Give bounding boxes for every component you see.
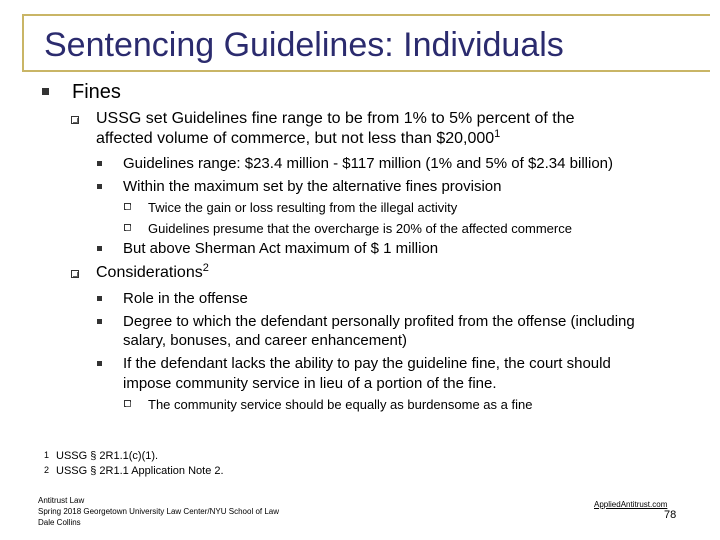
bullet-square-icon: [97, 184, 102, 189]
footer-website-link[interactable]: AppliedAntitrust.com: [594, 500, 668, 509]
footnote2: USSG § 2R1.1 Application Note 2.: [56, 465, 224, 477]
range-item: Guidelines range: $23.4 million - $117 million (1% and 5% of $2.34 billion): [123, 155, 614, 172]
slide-title: Sentencing Guidelines: Individuals: [44, 26, 564, 64]
bullet-square-icon: [97, 246, 102, 251]
footer-author: Dale Collins: [38, 518, 81, 527]
footnote1: USSG § 2R1.1(c)(1).: [56, 450, 159, 462]
fines-point-line1: USSG set Guidelines fine range to be from 1% to 5% percent of the: [96, 110, 575, 127]
footer-term: Spring 2018 Georgetown University Law Center/NYU School of Law: [38, 507, 280, 516]
degree-item-line2: salary, bonuses, and career enhancement): [123, 332, 408, 349]
footer-course: Antitrust Law: [38, 496, 85, 505]
sherman-item: But above Sherman Act maximum of $ 1 million: [123, 240, 439, 257]
sub-presume: Guidelines presume that the overcharge is 20% of the affected commerce: [148, 221, 572, 236]
considerations-text: Considerations: [96, 264, 203, 281]
footnote-ref-2: 2: [202, 262, 209, 274]
fines-point-text: affected volume of commerce, but not less than $20,000: [96, 130, 495, 147]
footnote2-number: 2: [44, 465, 50, 475]
fines-point-line2: [96, 128, 501, 147]
page-number: 78: [664, 509, 677, 521]
considerations-heading: [96, 262, 209, 281]
footnote1-number: 1: [44, 450, 50, 460]
bullet-box-icon: [71, 116, 79, 124]
bullet-square-icon: [42, 88, 49, 95]
bullet-box-icon: [124, 203, 131, 210]
bullet-box-icon: [71, 270, 79, 278]
ability-item-line2: impose community service in lieu of a portion of the fine.: [123, 375, 497, 392]
footnote-ref-1: 1: [494, 128, 501, 140]
level1-fines: Fines: [72, 81, 121, 103]
ability-item-line1: If the defendant lacks the ability to pay the guideline fine, the court should: [123, 355, 611, 372]
bullet-box-icon: [124, 400, 131, 407]
sub-twice: Twice the gain or loss resulting from the illegal activity: [148, 200, 458, 215]
title-frame-top: [22, 14, 710, 16]
role-item: Role in the offense: [123, 290, 248, 307]
maximum-item: Within the maximum set by the alternative fines provision: [123, 178, 502, 195]
bullet-square-icon: [97, 319, 102, 324]
title-frame-left: [22, 14, 24, 70]
degree-item-line1: Degree to which the defendant personally profited from the offense (including: [123, 313, 635, 330]
bullet-square-icon: [97, 161, 102, 166]
community-sub: The community service should be equally as burdensome as a fine: [148, 397, 533, 412]
bullet-square-icon: [97, 361, 102, 366]
bullet-box-icon: [124, 224, 131, 231]
bullet-square-icon: [97, 296, 102, 301]
title-frame-bottom: [22, 70, 710, 72]
